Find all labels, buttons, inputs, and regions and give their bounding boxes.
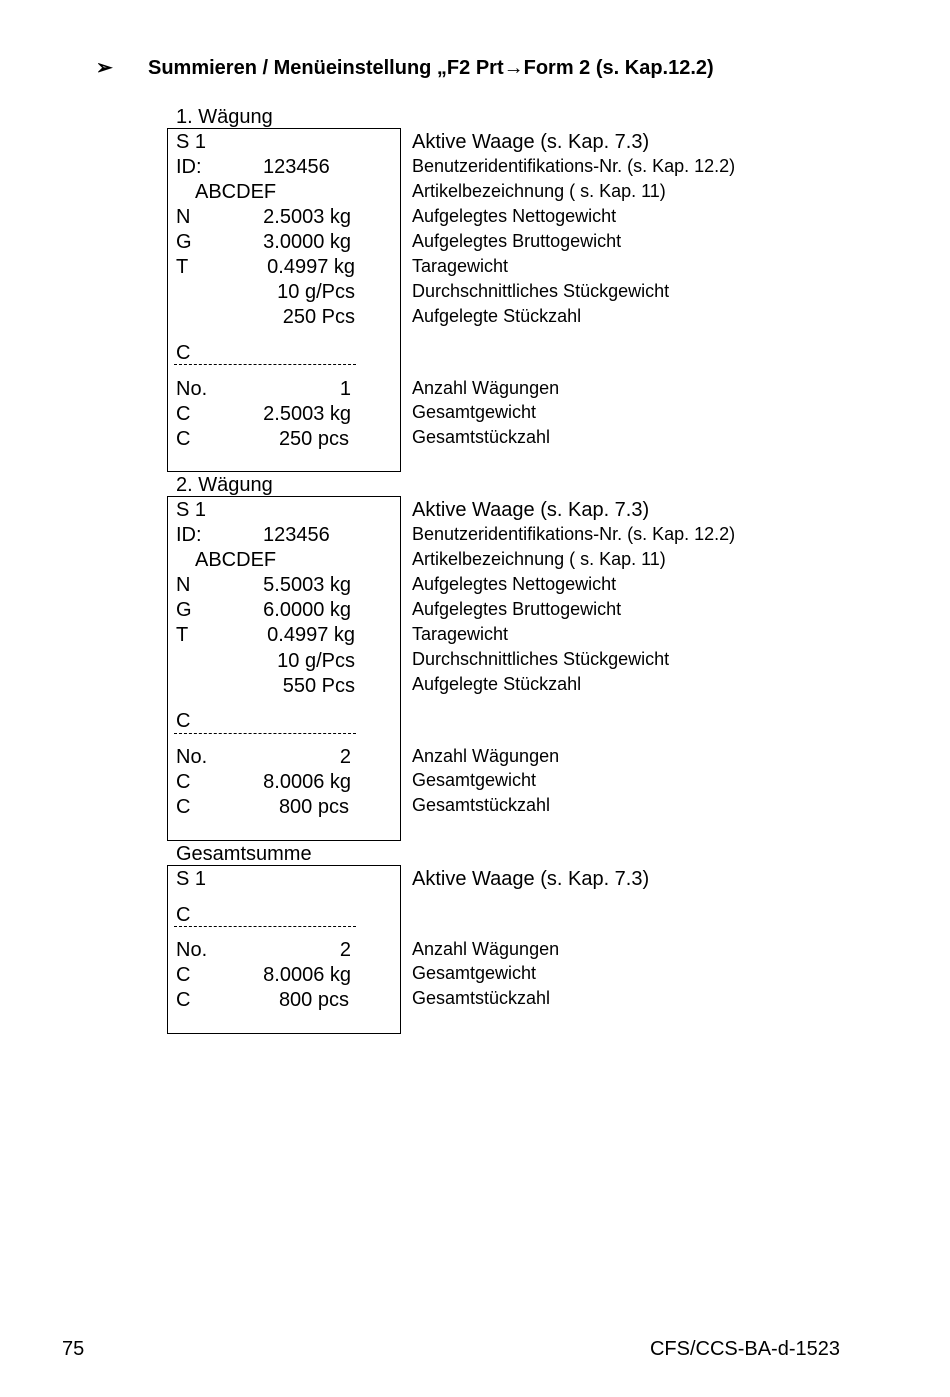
printout-value: 3.0000 kg [263, 231, 351, 253]
printout-line: S 1 [176, 131, 207, 153]
description: Benutzeridentifikations-Nr. (s. Kap. 12.2) [412, 156, 736, 176]
printout-line: ID: [176, 524, 202, 546]
printout-line: C [176, 428, 191, 450]
block-label: Gesamtsumme [176, 843, 312, 865]
description: Aktive Waage (s. Kap. 7.3) [412, 131, 650, 153]
printout-value: 8.0006 kg [263, 771, 351, 793]
printout-value: 0.4997 kg [267, 256, 355, 278]
printout-value: 2 [339, 939, 351, 961]
printout-value: 800 pcs [278, 989, 349, 1011]
printout-line: C [176, 989, 191, 1011]
printout-line: C [176, 964, 191, 986]
printout-line: G [176, 599, 192, 621]
printout-line: C [176, 710, 191, 732]
description: Anzahl Wägungen [412, 939, 560, 959]
section-heading [96, 55, 714, 80]
heading-text: Summieren / Menüeinstellung „F2 Prt→Form 2 (s. Kap.12.2) [148, 57, 714, 79]
printout-value: 1 [339, 378, 351, 400]
printout-line: G [176, 231, 192, 253]
printout-value: 0.4997 kg [267, 624, 355, 646]
arrow-bullet-icon: ➢ [96, 57, 113, 79]
printout-value: ABCDEF [195, 549, 277, 571]
printout-value: 550 Pcs [282, 675, 355, 697]
printout-value: 5.5003 kg [263, 574, 351, 596]
printout-value: ABCDEF [195, 181, 277, 203]
printout-value: 250 Pcs [282, 306, 355, 328]
description: Artikelbezeichnung ( s. Kap. 11) [412, 549, 666, 569]
printout-line: C [176, 796, 191, 818]
printout-value: 6.0000 kg [263, 599, 351, 621]
printout-line: ID: [176, 156, 202, 178]
printout-value: 250 pcs [278, 428, 349, 450]
description: Taragewicht [412, 256, 509, 276]
printout-value: 123456 [263, 524, 330, 546]
description: Aktive Waage (s. Kap. 7.3) [412, 868, 650, 890]
description: Aufgelegtes Bruttogewicht [412, 599, 622, 619]
description: Gesamtgewicht [412, 770, 537, 790]
printout-value: 800 pcs [278, 796, 349, 818]
printout-value: 8.0006 kg [263, 964, 351, 986]
block-label: 1. Wägung [176, 106, 273, 128]
description: Taragewicht [412, 624, 509, 644]
printout-line: C [176, 904, 191, 926]
printout-line: No. [176, 939, 208, 961]
description: Gesamtstückzahl [412, 427, 551, 447]
printout-line: T [176, 624, 189, 646]
description: Gesamtstückzahl [412, 795, 551, 815]
description: Durchschnittliches Stückgewicht [412, 281, 670, 301]
document-code: CFS/CCS-BA-d-1523 [649, 1338, 840, 1360]
block-label: 2. Wägung [176, 474, 273, 496]
description: Anzahl Wägungen [412, 378, 560, 398]
page-number: 75 [62, 1338, 85, 1360]
dashed-separator [174, 926, 356, 927]
description: Anzahl Wägungen [412, 746, 560, 766]
description: Aufgelegte Stückzahl [412, 674, 582, 694]
printout-value: 2.5003 kg [263, 403, 351, 425]
description: Aufgelegtes Bruttogewicht [412, 231, 622, 251]
printout-line: N [176, 574, 191, 596]
dashed-separator [174, 733, 356, 734]
printout-value: 123456 [263, 156, 330, 178]
printout-line: N [176, 206, 191, 228]
description: Aktive Waage (s. Kap. 7.3) [412, 499, 650, 521]
description: Aufgelegtes Nettogewicht [412, 574, 617, 594]
description: Gesamtgewicht [412, 963, 537, 983]
printout-value: 10 g/Pcs [277, 281, 355, 303]
printout-line: T [176, 256, 189, 278]
printout-line: No. [176, 378, 208, 400]
description: Gesamtstückzahl [412, 988, 551, 1008]
printout-value: 2.5003 kg [263, 206, 351, 228]
printout-line: C [176, 771, 191, 793]
description: Aufgelegte Stückzahl [412, 306, 582, 326]
description: Artikelbezeichnung ( s. Kap. 11) [412, 181, 666, 201]
description: Gesamtgewicht [412, 402, 537, 422]
printout-line: C [176, 403, 191, 425]
description: Benutzeridentifikations-Nr. (s. Kap. 12.2) [412, 524, 736, 544]
printout-line: S 1 [176, 499, 207, 521]
printout-value: 2 [339, 746, 351, 768]
description: Aufgelegtes Nettogewicht [412, 206, 617, 226]
printout-line: S 1 [176, 868, 207, 890]
printout-value: 10 g/Pcs [277, 650, 355, 672]
description: Durchschnittliches Stückgewicht [412, 649, 670, 669]
printout-line: No. [176, 746, 208, 768]
dashed-separator [174, 364, 356, 365]
printout-line: C [176, 342, 191, 364]
